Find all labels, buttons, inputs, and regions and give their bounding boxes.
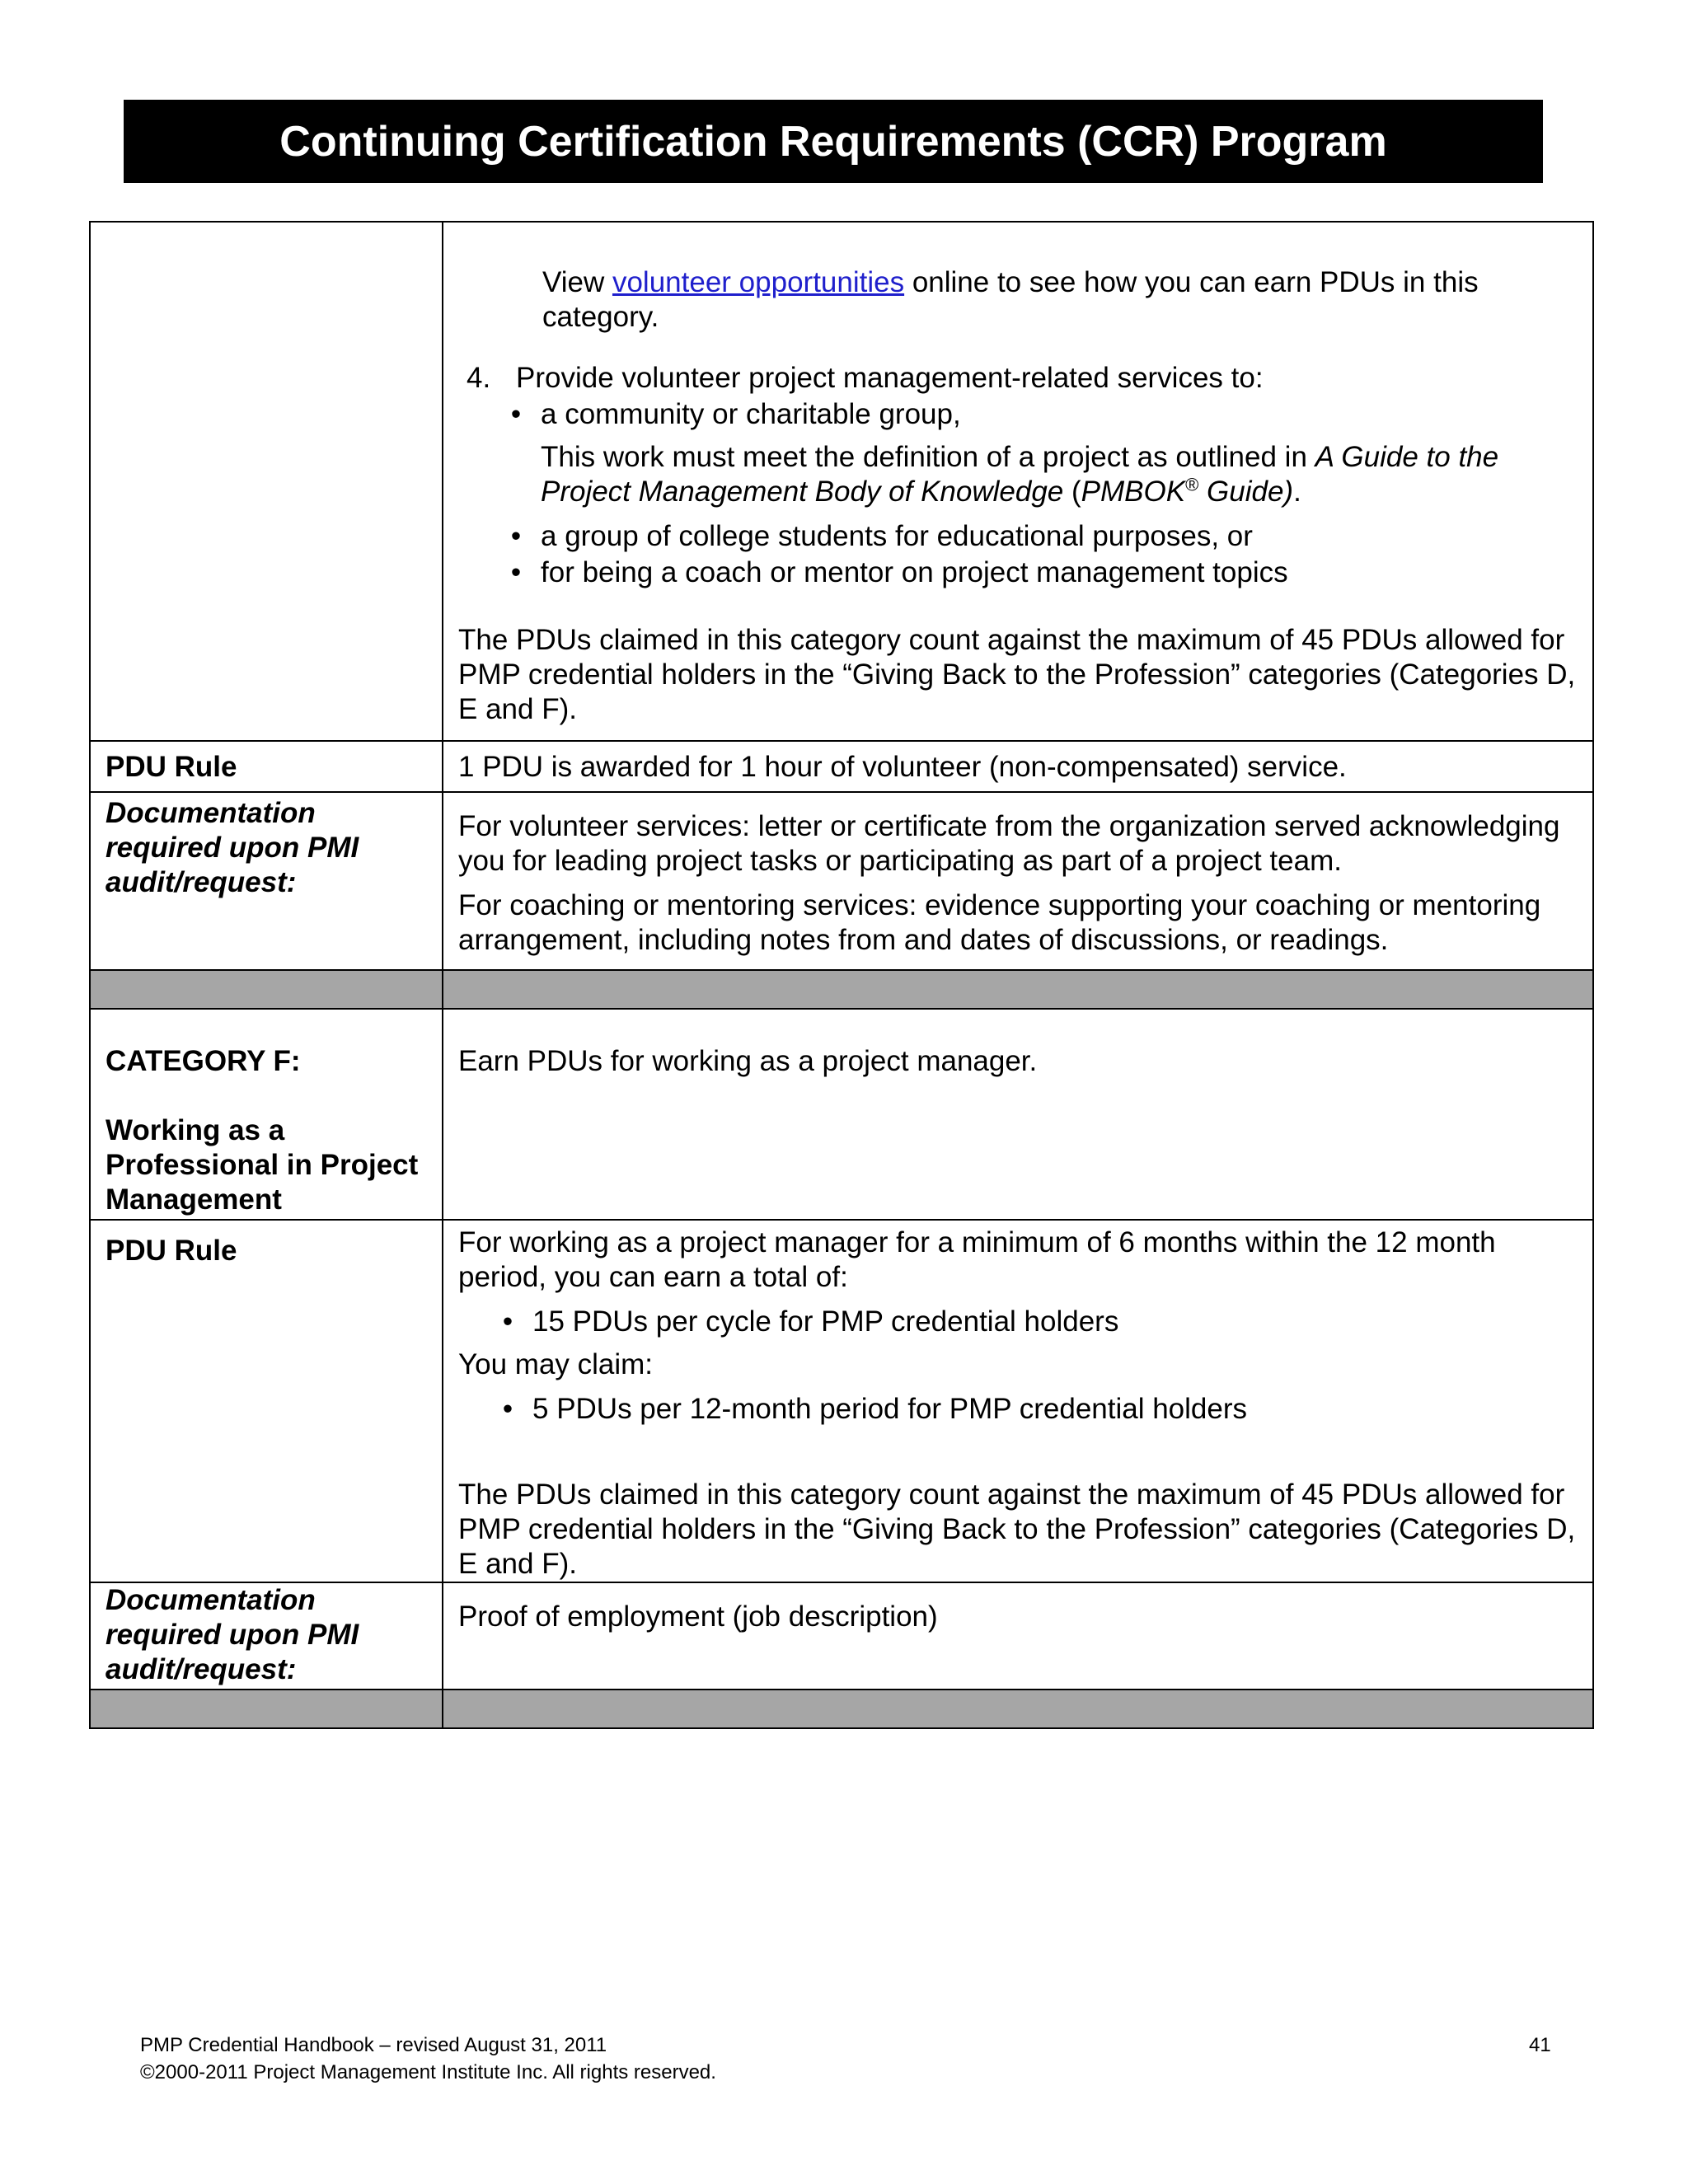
- category-f-text: Earn PDUs for working as a project manager.: [443, 1009, 1593, 1220]
- separator-cell: [90, 970, 443, 1009]
- table-row: [90, 222, 1593, 741]
- category-f-label: [90, 1009, 443, 1220]
- separator-cell: [90, 1690, 443, 1728]
- list-item: • 5 PDUs per 12-month period for PMP credential holders: [458, 1392, 1578, 1427]
- category-f-title: Working as a Professional in Project Management: [106, 1114, 419, 1216]
- documentation-label: Documentation required upon PMI audit/request:: [90, 792, 443, 970]
- pdu-rule-cell: [443, 1220, 1593, 1582]
- registered-mark: ®: [1185, 474, 1199, 495]
- numbered-item: 4. Provide volunteer project management-related services to:: [467, 362, 1264, 394]
- bullet-icon: •: [510, 556, 522, 588]
- page-footer: [140, 2032, 716, 2086]
- separator-cell: [443, 1690, 1593, 1728]
- footer-handbook-line: PMP Credential Handbook – revised August 31, 2011: [140, 2034, 607, 2056]
- max-pdu-note: The PDUs claimed in this category count against the maximum of 45 PDUs allowed for PMP credential holders in the “Giving Back to the Profession” categories (Categories D, E and F).: [458, 1479, 1576, 1580]
- volunteer-cell: [443, 222, 1593, 741]
- pdu-rule-intro: For working as a project manager for a minimum of 6 months within the 12 month period, you can earn a total of:: [458, 1226, 1496, 1293]
- coaching-documentation-text: For coaching or mentoring services: evidence supporting your coaching or mentoring arrangement, including notes from and dates of discussions, or readings.: [458, 889, 1541, 956]
- table-row: [90, 1582, 1593, 1690]
- page-title: Continuing Certification Requirements (CCR) Program: [279, 117, 1387, 166]
- table-row: [90, 1220, 1593, 1582]
- pdu-rule-label: PDU Rule: [90, 741, 443, 792]
- list-item: • a group of college students for educational purposes, or: [458, 519, 1578, 554]
- pdu-rule-label: PDU Rule: [90, 1220, 443, 1582]
- list-item: • a community or charitable group,: [458, 397, 1578, 432]
- separator-cell: [443, 970, 1593, 1009]
- volunteer-documentation-text: For volunteer services: letter or certificate from the organization served acknowledging you for leading project tasks or participating as part of a project team.: [458, 810, 1560, 877]
- empty-label-cell: [90, 222, 443, 741]
- project-definition-text: This work must meet the definition of a project as outlined in A Guide to the Project Management Body of Knowledge (PMBOK® Guide).: [541, 441, 1499, 508]
- category-f-code: CATEGORY F:: [106, 1045, 301, 1077]
- table-row: [90, 741, 1593, 792]
- table-row: [90, 1009, 1593, 1220]
- claim-text: You may claim:: [458, 1348, 654, 1380]
- table-row: [90, 792, 1593, 970]
- separator-row: [90, 1690, 1593, 1728]
- footer-copyright-line: ©2000-2011 Project Management Institute Inc. All rights reserved.: [140, 2061, 716, 2083]
- bullet-icon: •: [510, 520, 522, 552]
- page-banner: [124, 100, 1543, 183]
- documentation-label: Documentation required upon PMI audit/request:: [90, 1582, 443, 1690]
- list-item: • for being a coach or mentor on project management topics: [458, 555, 1578, 590]
- page-number: 41: [1529, 2034, 1551, 2056]
- list-item: • 15 PDUs per cycle for PMP credential holders: [458, 1305, 1578, 1339]
- separator-row: [90, 970, 1593, 1009]
- bullet-icon: •: [502, 1393, 513, 1425]
- view-opportunities-text: View volunteer opportunities online to see how you can earn PDUs in this category.: [542, 266, 1479, 333]
- bullet-icon: •: [510, 398, 522, 430]
- pdu-rule-text: 1 PDU is awarded for 1 hour of volunteer (non-compensated) service.: [443, 741, 1593, 792]
- max-pdu-note: The PDUs claimed in this category count against the maximum of 45 PDUs allowed for PMP credential holders in the “Giving Back to the Profession” categories (Categories D, E and F).: [458, 624, 1576, 725]
- bullet-icon: •: [502, 1305, 513, 1338]
- ccr-table: [89, 221, 1594, 1729]
- volunteer-opportunities-link[interactable]: volunteer opportunities: [612, 266, 905, 298]
- documentation-cell: [443, 792, 1593, 970]
- documentation-text: Proof of employment (job description): [443, 1582, 1593, 1690]
